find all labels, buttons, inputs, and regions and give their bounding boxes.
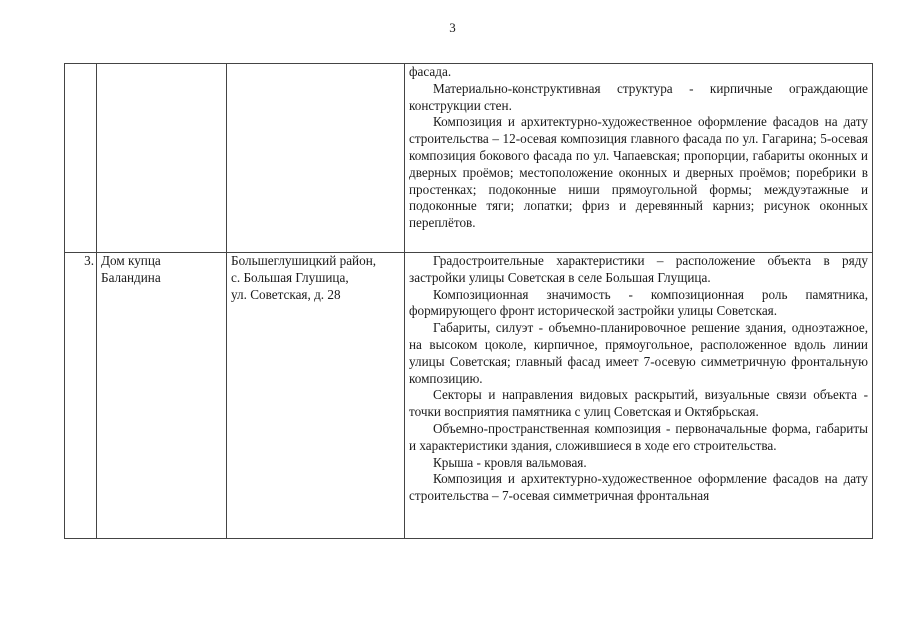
location-line: Большеглушицкий район, <box>231 253 377 268</box>
characteristics-paragraph: Композиционная значимость - композиционная роль памятника, формирующего фронт исторической застройки улицы Советская. <box>409 286 868 319</box>
row-number-cell <box>65 64 97 253</box>
characteristics-cell <box>405 253 873 539</box>
location-line: ул. Советская, д. 28 <box>231 286 341 302</box>
location-cell <box>227 253 405 539</box>
characteristics-paragraph: Габариты, силуэт - объемно-планировочное решение здания, одноэтажное, на высоком цоколе, кирпичное, прямоугольное, расположенное вдоль линии улицы Советская; главный фасад имеет 7-осевую симметричную фронтальную композицию. <box>409 320 868 386</box>
object-name-cell <box>97 253 227 539</box>
location-line: с. Большая Глушица, <box>231 269 349 285</box>
characteristics-paragraph: Объемно-пространственная композиция - первоначальные форма, габариты и характеристики здания, сложившиеся в ходе его строительства. <box>409 420 868 453</box>
row-number: 3. <box>84 253 94 268</box>
monuments-table <box>64 63 873 539</box>
characteristics-paragraph: фасада. <box>409 64 452 79</box>
characteristics-cell <box>405 64 873 253</box>
row-number-cell <box>65 253 97 539</box>
characteristics-paragraph: Композиция и архитектурно-художественное оформление фасадов на дату строительства – 12-осевая композиция главного фасада по ул. Гагарина; 5-осевая композиция бокового фасада по ул. Чапаевская; пропорции, габариты оконных и дверных проёмов; местоположение оконных и дверных проёмов; поребрики в простенках; подоконные ниши прямоугольной формы; междуэтажные и подоконные тяги; лопатки; фриз и деревянный карниз; рисунок оконных переплётов. <box>409 114 868 231</box>
object-name-line: Дом купца <box>101 253 161 268</box>
characteristics-paragraph: Градостроительные характеристики – расположение объекта в ряду застройки улицы Советская в селе Большая Глущица. <box>409 253 868 285</box>
table-row <box>65 253 873 539</box>
characteristics-paragraph: Материально-конструктивная структура - кирпичные ограждающие конструкции стен. <box>409 80 868 113</box>
object-name-line: Баландина <box>101 269 161 285</box>
object-name-cell <box>97 64 227 253</box>
table-row <box>65 64 873 253</box>
location-cell <box>227 64 405 253</box>
characteristics-paragraph: Секторы и направления видовых раскрытий, визуальные связи объекта - точки восприятия памятника с улиц Советская и Октябрьская. <box>409 387 868 420</box>
characteristics-paragraph: Крыша - кровля вальмовая. <box>433 454 587 470</box>
page-number: 3 <box>449 20 456 35</box>
characteristics-paragraph: Композиция и архитектурно-художественное оформление фасадов на дату строительства – 7-осевая симметричная фронтальная <box>409 471 868 504</box>
